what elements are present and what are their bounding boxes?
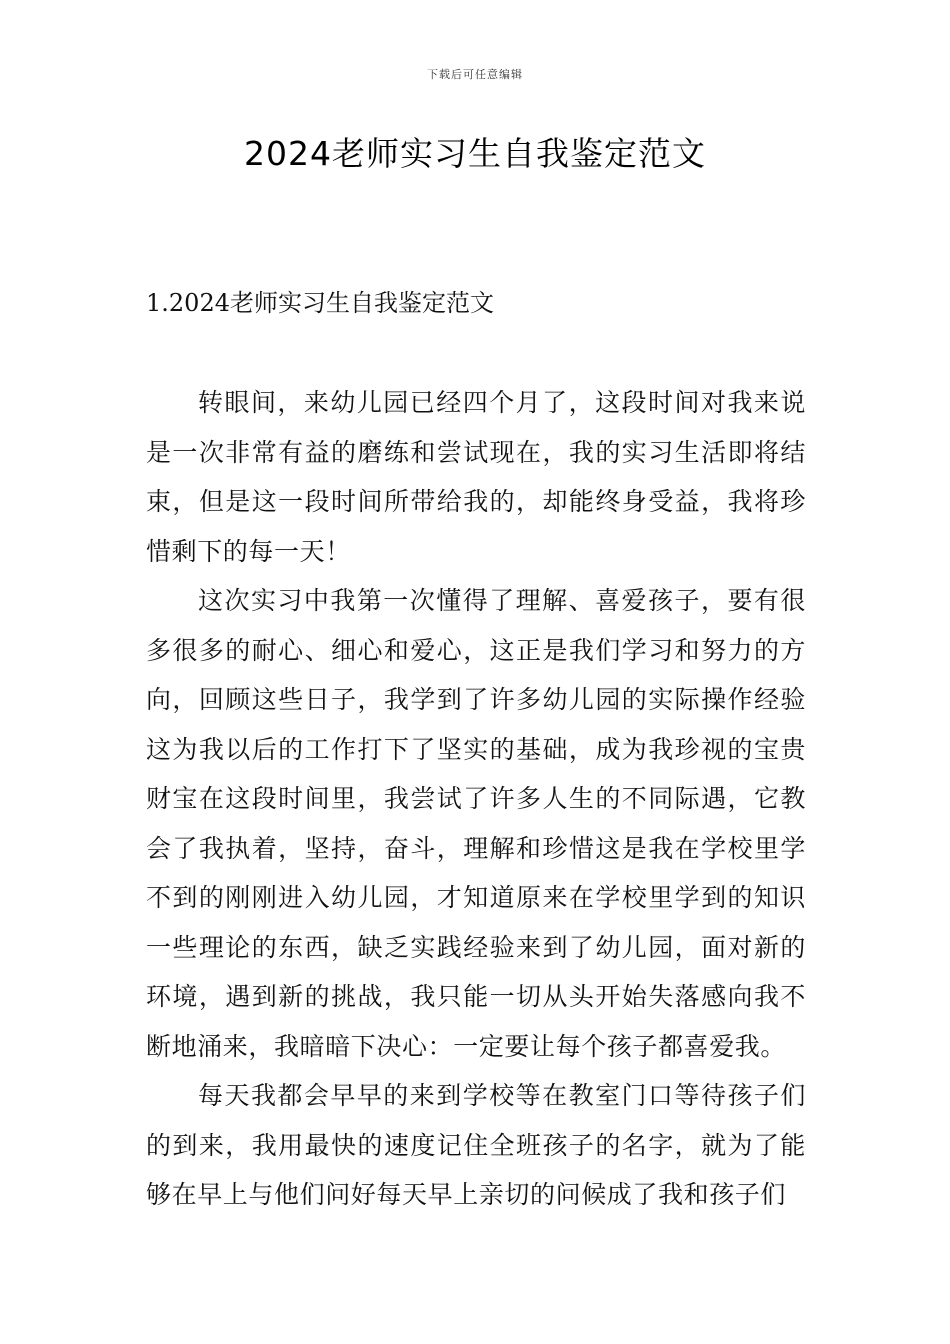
paragraph-3: 每天我都会早早的来到学校等在教室门口等待孩子们的到来，我用最快的速度记住全班孩子的名字，就为了能够在早上与他们问好每天早上亲切的问候成了我和孩子们 [146, 1081, 806, 1209]
paragraph-2: 这次实习中我第一次懂得了理解、喜爱孩子，要有很多很多的耐心、细心和爱心，这正是我们学习和努力的方向，回顾这些日子，我学到了许多幼儿园的实际操作经验这为我以后的工作打下了坚实的基础，成为我珍视的宝贵财宝在这段时间里，我尝试了许多人生的不同际遇，它教会了我执着，坚持，奋斗，理解和珍惜这是我在学校里学不到的刚刚进入幼儿园，才知道原来在学校里学到的知识一些理论的东西，缺乏实践经验来到了幼儿园，面对新的环境，遇到新的挑战，我只能一切从头开始失落感向我不断地涌来，我暗暗下决心：一定要让每个孩子都喜爱我。 [146, 586, 806, 1061]
section-heading: 1.2024老师实习生自我鉴定范文 [146, 289, 494, 317]
document-body [146, 378, 806, 1220]
paragraph-1: 转眼间，来幼儿园已经四个月了，这段时间对我来说是一次非常有益的磨练和尝试现在，我的实习生活即将结束，但是这一段时间所带给我的，却能终身受益，我将珍惜剩下的每一天！ [146, 388, 806, 566]
document-title: 2024老师实习生自我鉴定范文 [244, 134, 706, 173]
header-note: 下载后可任意编辑 [427, 68, 523, 81]
